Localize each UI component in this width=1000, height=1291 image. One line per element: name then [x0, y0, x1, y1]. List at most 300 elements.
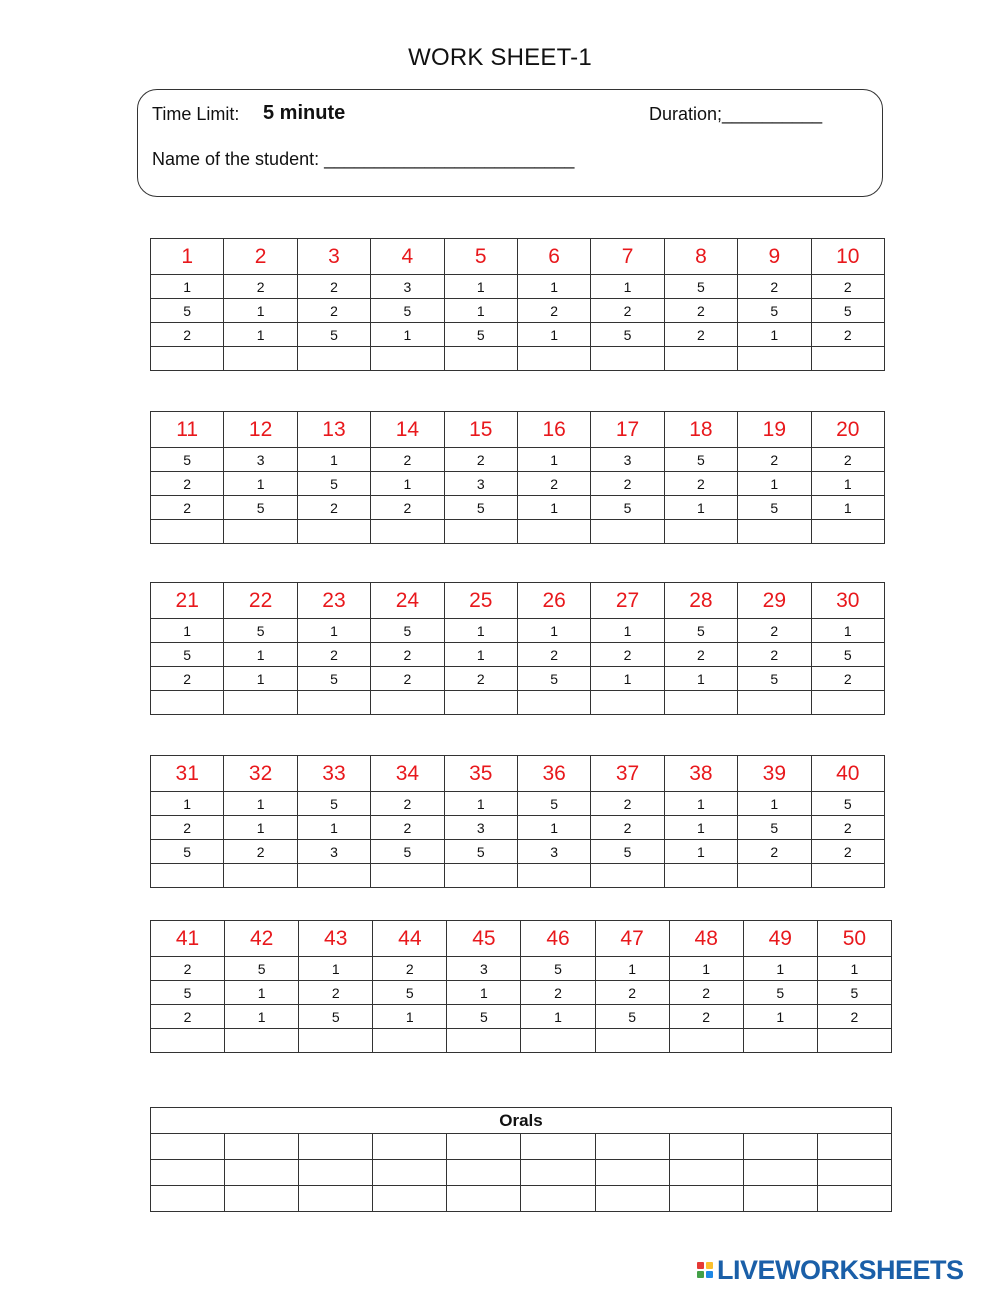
- addend-cell: 1: [743, 957, 817, 981]
- addend-cell: 5: [517, 792, 590, 816]
- addend-cell: 5: [738, 816, 811, 840]
- addend-row: [151, 275, 885, 299]
- answer-cell[interactable]: [297, 864, 370, 888]
- addend-cell: 5: [297, 792, 370, 816]
- addend-cell: 1: [225, 981, 299, 1005]
- addend-cell: 2: [811, 667, 884, 691]
- addend-cell: 5: [591, 323, 664, 347]
- problem-number-row: [151, 921, 892, 957]
- addend-cell: 1: [447, 981, 521, 1005]
- problem-number: 10: [811, 239, 884, 275]
- addend-cell: 2: [738, 448, 811, 472]
- addend-cell: 1: [591, 667, 664, 691]
- problem-number: 48: [669, 921, 743, 957]
- addend-cell: 1: [517, 816, 590, 840]
- addend-cell: 3: [447, 957, 521, 981]
- answer-cell[interactable]: [444, 520, 517, 544]
- addend-row: [151, 792, 885, 816]
- addend-cell: 5: [151, 981, 225, 1005]
- problem-number: 47: [595, 921, 669, 957]
- problem-number: 16: [517, 412, 590, 448]
- answer-cell[interactable]: [297, 520, 370, 544]
- answer-row: [151, 691, 885, 715]
- answer-cell[interactable]: [151, 864, 224, 888]
- problem-number: 6: [517, 239, 590, 275]
- addend-cell: 1: [811, 472, 884, 496]
- addend-cell: 1: [297, 448, 370, 472]
- addend-cell: 2: [444, 667, 517, 691]
- addend-cell: 5: [811, 792, 884, 816]
- answer-cell[interactable]: [299, 1029, 373, 1053]
- problem-number: 18: [664, 412, 737, 448]
- answer-cell[interactable]: [521, 1029, 595, 1053]
- addend-cell: 1: [517, 323, 590, 347]
- addend-cell: 1: [664, 816, 737, 840]
- addend-cell: 2: [664, 299, 737, 323]
- addend-cell: 5: [371, 299, 444, 323]
- orals-cell[interactable]: [669, 1134, 743, 1160]
- addend-cell: 1: [669, 957, 743, 981]
- addend-cell: 1: [664, 840, 737, 864]
- addend-cell: 1: [591, 275, 664, 299]
- orals-cell[interactable]: [817, 1160, 891, 1186]
- answer-cell[interactable]: [817, 1029, 891, 1053]
- problem-number: 1: [151, 239, 224, 275]
- addend-row: [151, 472, 885, 496]
- addend-cell: 1: [225, 1005, 299, 1029]
- addend-cell: 1: [517, 448, 590, 472]
- addend-cell: 2: [151, 496, 224, 520]
- answer-cell[interactable]: [664, 864, 737, 888]
- answer-cell[interactable]: [151, 347, 224, 371]
- orals-cell[interactable]: [447, 1186, 521, 1212]
- problem-number: 8: [664, 239, 737, 275]
- logo-square-icon: [706, 1262, 713, 1269]
- logo-square-icon: [697, 1271, 704, 1278]
- answer-cell[interactable]: [591, 691, 664, 715]
- time-limit-label: Time Limit:: [152, 104, 240, 124]
- addend-cell: 2: [151, 472, 224, 496]
- addend-cell: 1: [517, 496, 590, 520]
- addend-cell: 2: [591, 816, 664, 840]
- addend-cell: 2: [151, 957, 225, 981]
- addend-cell: 5: [591, 496, 664, 520]
- answer-cell[interactable]: [444, 347, 517, 371]
- orals-cell[interactable]: [151, 1134, 225, 1160]
- addend-row: [151, 299, 885, 323]
- orals-cell[interactable]: [669, 1160, 743, 1186]
- addend-cell: 2: [811, 275, 884, 299]
- orals-row: [151, 1160, 892, 1186]
- addend-cell: 5: [224, 619, 297, 643]
- answer-cell[interactable]: [591, 864, 664, 888]
- addend-cell: 2: [151, 816, 224, 840]
- problem-number: 17: [591, 412, 664, 448]
- answer-cell[interactable]: [224, 691, 297, 715]
- addend-cell: 1: [444, 619, 517, 643]
- addend-cell: 1: [371, 472, 444, 496]
- addend-cell: 1: [297, 619, 370, 643]
- problem-table-2: [150, 411, 885, 544]
- addend-row: [151, 840, 885, 864]
- orals-cell[interactable]: [225, 1160, 299, 1186]
- addend-cell: 1: [444, 299, 517, 323]
- addend-cell: 1: [444, 275, 517, 299]
- answer-cell[interactable]: [738, 691, 811, 715]
- addend-cell: 5: [447, 1005, 521, 1029]
- addend-cell: 5: [664, 619, 737, 643]
- addend-cell: 5: [151, 448, 224, 472]
- orals-cell[interactable]: [151, 1186, 225, 1212]
- orals-row: [151, 1134, 892, 1160]
- problem-number: 37: [591, 756, 664, 792]
- addend-cell: 5: [738, 667, 811, 691]
- problem-number: 5: [444, 239, 517, 275]
- addend-cell: 1: [811, 619, 884, 643]
- problem-number: 44: [373, 921, 447, 957]
- addend-cell: 5: [738, 299, 811, 323]
- logo-square-icon: [697, 1262, 704, 1269]
- addend-cell: 1: [817, 957, 891, 981]
- problem-number: 14: [371, 412, 444, 448]
- addend-cell: 2: [297, 299, 370, 323]
- answer-cell[interactable]: [373, 1029, 447, 1053]
- orals-cell[interactable]: [595, 1134, 669, 1160]
- answer-cell[interactable]: [444, 691, 517, 715]
- problem-number: 36: [517, 756, 590, 792]
- addend-row: [151, 981, 892, 1005]
- logo-icon: [697, 1262, 713, 1278]
- orals-row: [151, 1186, 892, 1212]
- addend-cell: 5: [444, 323, 517, 347]
- answer-cell[interactable]: [371, 520, 444, 544]
- answer-cell[interactable]: [811, 520, 884, 544]
- liveworksheets-logo: [697, 1255, 964, 1285]
- answer-cell[interactable]: [811, 864, 884, 888]
- answer-cell[interactable]: [517, 520, 590, 544]
- addend-cell: 2: [664, 472, 737, 496]
- problem-number: 43: [299, 921, 373, 957]
- addend-cell: 5: [151, 840, 224, 864]
- problem-number-row: [151, 756, 885, 792]
- addend-cell: 2: [817, 1005, 891, 1029]
- addend-cell: 1: [224, 323, 297, 347]
- answer-cell[interactable]: [595, 1029, 669, 1053]
- addend-row: [151, 667, 885, 691]
- addend-cell: 2: [371, 448, 444, 472]
- orals-cell[interactable]: [373, 1186, 447, 1212]
- answer-cell[interactable]: [447, 1029, 521, 1053]
- problem-number: 13: [297, 412, 370, 448]
- addend-cell: 2: [811, 448, 884, 472]
- problem-number: 29: [738, 583, 811, 619]
- problem-number: 34: [371, 756, 444, 792]
- addend-cell: 2: [669, 1005, 743, 1029]
- answer-row: [151, 347, 885, 371]
- addend-cell: 2: [224, 840, 297, 864]
- orals-cell[interactable]: [595, 1186, 669, 1212]
- problem-number: 38: [664, 756, 737, 792]
- answer-cell[interactable]: [738, 520, 811, 544]
- addend-cell: 5: [664, 448, 737, 472]
- addend-cell: 1: [224, 299, 297, 323]
- duration-field[interactable]: Duration;__________: [649, 104, 823, 124]
- addend-cell: 5: [664, 275, 737, 299]
- addend-cell: 5: [224, 496, 297, 520]
- addend-row: [151, 957, 892, 981]
- problem-number: 42: [225, 921, 299, 957]
- addend-cell: 1: [738, 323, 811, 347]
- addend-cell: 2: [591, 643, 664, 667]
- addend-cell: 2: [297, 275, 370, 299]
- orals-cell[interactable]: [595, 1160, 669, 1186]
- orals-cell[interactable]: [743, 1134, 817, 1160]
- addend-cell: 1: [521, 1005, 595, 1029]
- addend-cell: 1: [743, 1005, 817, 1029]
- addend-cell: 1: [444, 643, 517, 667]
- addend-cell: 5: [817, 981, 891, 1005]
- orals-cell[interactable]: [299, 1186, 373, 1212]
- problem-number: 39: [738, 756, 811, 792]
- problem-table-5: [150, 920, 892, 1053]
- addend-cell: 1: [517, 619, 590, 643]
- answer-cell[interactable]: [664, 691, 737, 715]
- addend-cell: 2: [517, 643, 590, 667]
- addend-cell: 1: [297, 816, 370, 840]
- addend-cell: 5: [811, 643, 884, 667]
- problem-number: 21: [151, 583, 224, 619]
- answer-cell[interactable]: [371, 691, 444, 715]
- student-name-field[interactable]: Name of the student: _________________________: [152, 149, 575, 169]
- addend-cell: 5: [371, 619, 444, 643]
- problem-number-row: [151, 412, 885, 448]
- info-box: [137, 89, 883, 197]
- addend-cell: 2: [738, 643, 811, 667]
- orals-table: [150, 1107, 892, 1212]
- addend-cell: 5: [297, 667, 370, 691]
- addend-cell: 5: [371, 840, 444, 864]
- addend-cell: 3: [517, 840, 590, 864]
- answer-cell[interactable]: [517, 347, 590, 371]
- addend-cell: 2: [371, 816, 444, 840]
- addend-cell: 2: [299, 981, 373, 1005]
- addend-cell: 1: [151, 792, 224, 816]
- answer-cell[interactable]: [297, 347, 370, 371]
- addend-row: [151, 323, 885, 347]
- problem-number: 28: [664, 583, 737, 619]
- orals-cell[interactable]: [521, 1160, 595, 1186]
- addend-row: [151, 1005, 892, 1029]
- orals-cell[interactable]: [225, 1186, 299, 1212]
- problem-number: 45: [447, 921, 521, 957]
- addend-cell: 2: [811, 816, 884, 840]
- problem-number-row: [151, 583, 885, 619]
- answer-cell[interactable]: [517, 864, 590, 888]
- addend-cell: 5: [521, 957, 595, 981]
- problem-number: 23: [297, 583, 370, 619]
- addend-cell: 1: [373, 1005, 447, 1029]
- answer-cell[interactable]: [151, 691, 224, 715]
- problem-number: 46: [521, 921, 595, 957]
- answer-cell[interactable]: [811, 691, 884, 715]
- addend-cell: 2: [371, 792, 444, 816]
- orals-cell[interactable]: [225, 1134, 299, 1160]
- addend-cell: 5: [299, 1005, 373, 1029]
- addend-cell: 3: [444, 816, 517, 840]
- problem-number: 30: [811, 583, 884, 619]
- problem-number: 41: [151, 921, 225, 957]
- answer-cell[interactable]: [591, 347, 664, 371]
- addend-row: [151, 448, 885, 472]
- addend-cell: 2: [371, 667, 444, 691]
- addend-cell: 5: [297, 323, 370, 347]
- answer-cell[interactable]: [517, 691, 590, 715]
- orals-title: Orals: [151, 1108, 892, 1134]
- addend-cell: 2: [591, 472, 664, 496]
- addend-cell: 2: [811, 840, 884, 864]
- addend-cell: 2: [517, 472, 590, 496]
- orals-cell[interactable]: [299, 1134, 373, 1160]
- problem-number: 33: [297, 756, 370, 792]
- orals-cell[interactable]: [447, 1160, 521, 1186]
- answer-row: [151, 520, 885, 544]
- problem-number: 4: [371, 239, 444, 275]
- problem-table-1: [150, 238, 885, 371]
- addend-cell: 2: [521, 981, 595, 1005]
- orals-cell[interactable]: [373, 1134, 447, 1160]
- answer-cell[interactable]: [151, 520, 224, 544]
- answer-cell[interactable]: [664, 347, 737, 371]
- addend-row: [151, 619, 885, 643]
- addend-cell: 2: [297, 643, 370, 667]
- problem-number: 7: [591, 239, 664, 275]
- problem-number: 12: [224, 412, 297, 448]
- answer-cell[interactable]: [224, 864, 297, 888]
- addend-cell: 1: [151, 275, 224, 299]
- orals-cell[interactable]: [447, 1134, 521, 1160]
- addend-cell: 1: [738, 792, 811, 816]
- addend-cell: 2: [738, 275, 811, 299]
- orals-cell[interactable]: [373, 1160, 447, 1186]
- addend-cell: 2: [444, 448, 517, 472]
- orals-cell[interactable]: [521, 1134, 595, 1160]
- problem-number: 11: [151, 412, 224, 448]
- addend-cell: 5: [595, 1005, 669, 1029]
- addend-cell: 2: [224, 275, 297, 299]
- logo-text: LIVEWORKSHEETS: [717, 1254, 964, 1285]
- orals-cell[interactable]: [151, 1160, 225, 1186]
- problem-number: 26: [517, 583, 590, 619]
- addend-cell: 5: [738, 496, 811, 520]
- addend-cell: 5: [225, 957, 299, 981]
- answer-cell[interactable]: [743, 1029, 817, 1053]
- orals-cell[interactable]: [669, 1186, 743, 1212]
- addend-row: [151, 496, 885, 520]
- answer-cell[interactable]: [591, 520, 664, 544]
- answer-row: [151, 864, 885, 888]
- addend-cell: 5: [591, 840, 664, 864]
- addend-cell: 2: [151, 1005, 225, 1029]
- orals-cell[interactable]: [817, 1186, 891, 1212]
- logo-square-icon: [706, 1271, 713, 1278]
- addend-cell: 2: [373, 957, 447, 981]
- problem-number: 9: [738, 239, 811, 275]
- addend-cell: 3: [591, 448, 664, 472]
- addend-cell: 2: [517, 299, 590, 323]
- problem-number: 40: [811, 756, 884, 792]
- problem-number-row: [151, 239, 885, 275]
- answer-cell[interactable]: [224, 520, 297, 544]
- answer-cell[interactable]: [738, 347, 811, 371]
- answer-cell[interactable]: [444, 864, 517, 888]
- addend-cell: 2: [811, 323, 884, 347]
- addend-cell: 1: [151, 619, 224, 643]
- problem-table-4: [150, 755, 885, 888]
- answer-cell[interactable]: [371, 347, 444, 371]
- answer-cell[interactable]: [738, 864, 811, 888]
- answer-cell[interactable]: [151, 1029, 225, 1053]
- answer-cell[interactable]: [297, 691, 370, 715]
- problem-table-3: [150, 582, 885, 715]
- orals-cell[interactable]: [817, 1134, 891, 1160]
- orals-cell[interactable]: [521, 1186, 595, 1212]
- addend-cell: 1: [224, 816, 297, 840]
- addend-cell: 2: [738, 840, 811, 864]
- addend-cell: 1: [224, 643, 297, 667]
- answer-cell[interactable]: [224, 347, 297, 371]
- answer-cell[interactable]: [371, 864, 444, 888]
- problem-number: 50: [817, 921, 891, 957]
- problem-number: 27: [591, 583, 664, 619]
- addend-cell: 2: [371, 496, 444, 520]
- addend-cell: 2: [591, 299, 664, 323]
- problem-number: 19: [738, 412, 811, 448]
- addend-cell: 3: [297, 840, 370, 864]
- problem-number: 3: [297, 239, 370, 275]
- addend-cell: 3: [224, 448, 297, 472]
- addend-cell: 1: [664, 792, 737, 816]
- addend-cell: 2: [151, 323, 224, 347]
- addend-cell: 1: [591, 619, 664, 643]
- addend-cell: 2: [595, 981, 669, 1005]
- addend-cell: 1: [664, 667, 737, 691]
- addend-cell: 1: [371, 323, 444, 347]
- problem-number: 22: [224, 583, 297, 619]
- problem-number: 25: [444, 583, 517, 619]
- addend-cell: 1: [224, 792, 297, 816]
- addend-cell: 2: [151, 667, 224, 691]
- answer-cell[interactable]: [669, 1029, 743, 1053]
- addend-cell: 1: [595, 957, 669, 981]
- addend-cell: 1: [224, 667, 297, 691]
- addend-cell: 1: [444, 792, 517, 816]
- addend-cell: 5: [811, 299, 884, 323]
- addend-cell: 2: [591, 792, 664, 816]
- answer-cell[interactable]: [811, 347, 884, 371]
- answer-cell[interactable]: [225, 1029, 299, 1053]
- orals-cell[interactable]: [743, 1160, 817, 1186]
- answer-cell[interactable]: [664, 520, 737, 544]
- orals-cell[interactable]: [299, 1160, 373, 1186]
- orals-cell[interactable]: [743, 1186, 817, 1212]
- problem-number: 15: [444, 412, 517, 448]
- addend-row: [151, 643, 885, 667]
- addend-cell: 5: [151, 299, 224, 323]
- problem-number: 2: [224, 239, 297, 275]
- problem-number: 31: [151, 756, 224, 792]
- addend-cell: 5: [373, 981, 447, 1005]
- addend-cell: 2: [297, 496, 370, 520]
